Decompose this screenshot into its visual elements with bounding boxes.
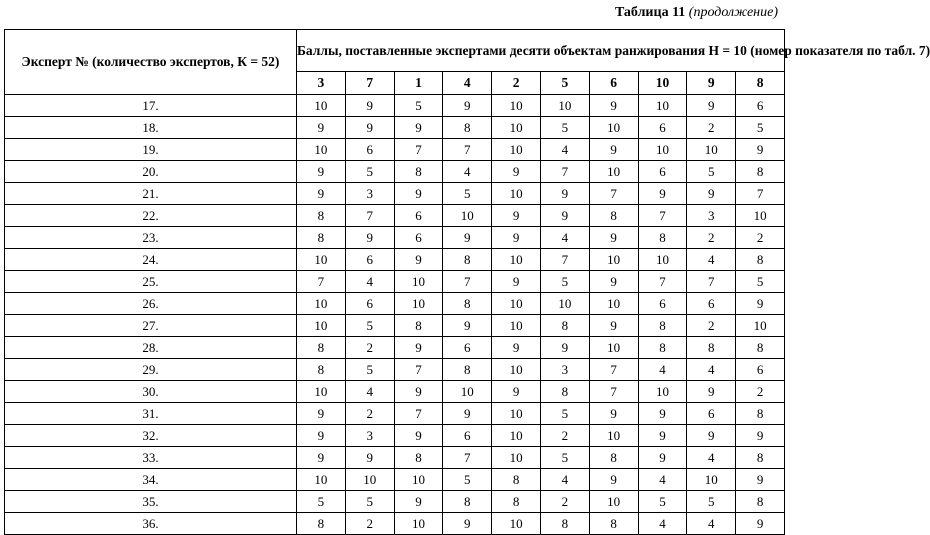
score-cell: 9 [297, 403, 346, 425]
score-cell: 9 [443, 95, 492, 117]
score-cell: 6 [638, 161, 687, 183]
table-row [5, 337, 785, 359]
score-cell: 9 [638, 183, 687, 205]
score-cell: 8 [443, 249, 492, 271]
score-cell: 3 [687, 205, 736, 227]
expert-number: 32. [5, 425, 297, 447]
score-cell: 8 [443, 117, 492, 139]
object-number-header: 6 [589, 72, 638, 95]
score-cell: 9 [492, 337, 541, 359]
score-cell: 10 [540, 293, 589, 315]
score-cell: 8 [492, 491, 541, 513]
score-cell: 2 [687, 315, 736, 337]
score-cell: 9 [687, 183, 736, 205]
score-cell: 5 [736, 117, 785, 139]
score-cell: 9 [443, 513, 492, 535]
table-number: Таблица 11 [614, 5, 686, 20]
score-cell: 7 [443, 139, 492, 161]
score-cell: 10 [394, 469, 443, 491]
score-cell: 9 [736, 139, 785, 161]
object-number-header: 4 [443, 72, 492, 95]
score-cell: 9 [540, 205, 589, 227]
score-cell: 5 [540, 447, 589, 469]
score-cell: 6 [345, 293, 394, 315]
expert-number: 27. [5, 315, 297, 337]
score-cell: 5 [297, 491, 346, 513]
table-header [5, 30, 930, 95]
score-cell: 2 [345, 513, 394, 535]
score-cell: 9 [736, 469, 785, 491]
table-row [5, 381, 785, 403]
score-cell: 9 [492, 381, 541, 403]
score-cell: 7 [589, 359, 638, 381]
expert-number: 34. [5, 469, 297, 491]
score-cell: 7 [443, 447, 492, 469]
score-cell: 7 [589, 381, 638, 403]
score-cell: 9 [492, 161, 541, 183]
score-cell: 9 [394, 117, 443, 139]
score-cell: 3 [345, 183, 394, 205]
expert-number: 26. [5, 293, 297, 315]
score-cell: 10 [589, 249, 638, 271]
score-cell: 9 [345, 447, 394, 469]
score-cell: 10 [492, 293, 541, 315]
score-cell: 7 [394, 139, 443, 161]
table-row [5, 117, 785, 139]
score-cell: 10 [638, 249, 687, 271]
score-cell: 10 [492, 315, 541, 337]
score-cell: 6 [687, 403, 736, 425]
score-cell: 9 [638, 447, 687, 469]
object-number-header: 2 [492, 72, 541, 95]
score-cell: 9 [345, 227, 394, 249]
object-number-header: 3 [297, 72, 346, 95]
score-cell: 10 [394, 293, 443, 315]
expert-number: 35. [5, 491, 297, 513]
score-cell: 4 [443, 161, 492, 183]
score-cell: 8 [736, 447, 785, 469]
score-cell: 2 [345, 403, 394, 425]
score-cell: 6 [736, 95, 785, 117]
score-cell: 4 [687, 513, 736, 535]
score-cell: 4 [638, 469, 687, 491]
score-cell: 9 [638, 403, 687, 425]
score-cell: 8 [589, 447, 638, 469]
score-cell: 9 [638, 425, 687, 447]
score-cell: 8 [638, 315, 687, 337]
score-cell: 2 [736, 381, 785, 403]
score-cell: 10 [394, 271, 443, 293]
score-cell: 5 [345, 161, 394, 183]
score-cell: 9 [687, 95, 736, 117]
table-row [5, 271, 785, 293]
score-cell: 5 [443, 469, 492, 491]
score-cell: 2 [540, 491, 589, 513]
score-cell: 10 [492, 447, 541, 469]
score-cell: 7 [540, 161, 589, 183]
header-row [5, 30, 785, 72]
score-cell: 9 [345, 117, 394, 139]
table-row [5, 227, 785, 249]
score-cell: 10 [492, 139, 541, 161]
expert-number: 22. [5, 205, 297, 227]
score-cell: 5 [345, 315, 394, 337]
score-cell: 8 [736, 403, 785, 425]
score-cell: 9 [589, 403, 638, 425]
score-cell: 9 [736, 513, 785, 535]
expert-number: 23. [5, 227, 297, 249]
score-cell: 5 [394, 95, 443, 117]
score-cell: 8 [297, 205, 346, 227]
score-cell: 6 [638, 117, 687, 139]
score-cell: 4 [540, 469, 589, 491]
score-cell: 9 [394, 183, 443, 205]
score-cell: 8 [736, 249, 785, 271]
table-row [5, 359, 785, 381]
score-cell: 9 [297, 447, 346, 469]
score-cell: 4 [540, 139, 589, 161]
score-cell: 6 [736, 359, 785, 381]
expert-scores-table [4, 29, 930, 535]
score-cell: 8 [736, 491, 785, 513]
score-cell: 8 [443, 491, 492, 513]
expert-column-header: Эксперт № (количество экспертов, К = 52) [5, 30, 297, 95]
score-cell: 6 [443, 337, 492, 359]
score-cell: 10 [492, 249, 541, 271]
score-cell: 9 [687, 381, 736, 403]
table-row [5, 425, 785, 447]
score-cell: 9 [589, 139, 638, 161]
score-cell: 9 [394, 337, 443, 359]
score-cell: 6 [345, 139, 394, 161]
score-cell: 9 [297, 425, 346, 447]
score-cell: 10 [492, 95, 541, 117]
expert-number: 31. [5, 403, 297, 425]
score-cell: 8 [589, 513, 638, 535]
object-number-header: 7 [345, 72, 394, 95]
score-cell: 7 [394, 403, 443, 425]
score-cell: 8 [394, 447, 443, 469]
expert-number: 20. [5, 161, 297, 183]
score-cell: 2 [736, 227, 785, 249]
score-cell: 9 [394, 425, 443, 447]
score-cell: 10 [492, 513, 541, 535]
score-cell: 10 [492, 403, 541, 425]
score-cell: 6 [394, 227, 443, 249]
score-cell: 8 [297, 337, 346, 359]
score-cell: 5 [687, 161, 736, 183]
score-cell: 4 [638, 359, 687, 381]
score-cell: 8 [687, 337, 736, 359]
score-cell: 3 [345, 425, 394, 447]
score-cell: 5 [345, 491, 394, 513]
expert-number: 29. [5, 359, 297, 381]
score-cell: 6 [345, 249, 394, 271]
score-cell: 9 [297, 161, 346, 183]
score-cell: 10 [589, 337, 638, 359]
score-cell: 7 [687, 271, 736, 293]
table-row [5, 491, 785, 513]
expert-number: 28. [5, 337, 297, 359]
score-cell: 9 [443, 403, 492, 425]
score-cell: 4 [687, 447, 736, 469]
table-row [5, 95, 785, 117]
object-number-header: 1 [394, 72, 443, 95]
score-cell: 9 [443, 315, 492, 337]
score-cell: 8 [394, 315, 443, 337]
expert-number: 21. [5, 183, 297, 205]
table-row [5, 315, 785, 337]
expert-number: 19. [5, 139, 297, 161]
score-cell: 10 [297, 249, 346, 271]
score-cell: 9 [540, 337, 589, 359]
score-cell: 7 [638, 205, 687, 227]
score-cell: 8 [297, 227, 346, 249]
score-cell: 5 [540, 117, 589, 139]
object-number-header: 10 [638, 72, 687, 95]
score-cell: 8 [297, 513, 346, 535]
score-cell: 8 [297, 359, 346, 381]
score-cell: 8 [736, 161, 785, 183]
score-cell: 3 [540, 359, 589, 381]
score-cell: 10 [345, 469, 394, 491]
table-row [5, 293, 785, 315]
score-cell: 6 [687, 293, 736, 315]
score-cell: 5 [638, 491, 687, 513]
score-cell: 7 [394, 359, 443, 381]
table-caption [615, 4, 778, 22]
score-cell: 10 [638, 139, 687, 161]
object-number-header: 5 [540, 72, 589, 95]
score-cell: 9 [443, 227, 492, 249]
expert-number: 36. [5, 513, 297, 535]
score-cell: 4 [345, 381, 394, 403]
score-cell: 10 [687, 469, 736, 491]
table-continuation: (продолжение) [688, 5, 778, 20]
scores-column-header: Баллы, поставленные экспертами десяти объектам ранжирования Н = 10 (номер показателя по табл. 7) [297, 30, 785, 72]
score-cell: 9 [589, 227, 638, 249]
score-cell: 9 [394, 249, 443, 271]
score-cell: 9 [492, 227, 541, 249]
score-cell: 10 [638, 381, 687, 403]
score-cell: 4 [638, 513, 687, 535]
object-number-header: 8 [736, 72, 785, 95]
score-cell: 10 [589, 425, 638, 447]
score-cell: 8 [394, 161, 443, 183]
score-cell: 8 [443, 359, 492, 381]
score-cell: 4 [345, 271, 394, 293]
score-cell: 5 [345, 359, 394, 381]
score-cell: 9 [736, 293, 785, 315]
table-row [5, 403, 785, 425]
score-cell: 10 [297, 139, 346, 161]
score-cell: 7 [345, 205, 394, 227]
expert-number: 25. [5, 271, 297, 293]
score-cell: 9 [297, 117, 346, 139]
score-cell: 10 [736, 205, 785, 227]
score-cell: 10 [394, 513, 443, 535]
score-cell: 8 [492, 469, 541, 491]
score-cell: 2 [687, 227, 736, 249]
table-row [5, 249, 785, 271]
table-row [5, 161, 785, 183]
score-cell: 10 [540, 95, 589, 117]
score-cell: 10 [638, 95, 687, 117]
score-cell: 10 [443, 205, 492, 227]
score-cell: 7 [638, 271, 687, 293]
score-cell: 10 [589, 293, 638, 315]
score-cell: 9 [540, 183, 589, 205]
score-cell: 10 [492, 183, 541, 205]
score-cell: 9 [345, 95, 394, 117]
table-row [5, 513, 785, 535]
score-cell: 8 [638, 337, 687, 359]
score-cell: 10 [589, 117, 638, 139]
score-cell: 5 [443, 183, 492, 205]
score-cell: 8 [443, 293, 492, 315]
table-row [5, 139, 785, 161]
score-cell: 10 [297, 469, 346, 491]
score-cell: 10 [297, 95, 346, 117]
score-cell: 10 [589, 161, 638, 183]
score-cell: 8 [540, 381, 589, 403]
score-cell: 9 [736, 425, 785, 447]
score-cell: 7 [540, 249, 589, 271]
score-cell: 10 [492, 117, 541, 139]
expert-number: 17. [5, 95, 297, 117]
score-cell: 7 [443, 271, 492, 293]
score-cell: 10 [297, 315, 346, 337]
score-cell: 7 [736, 183, 785, 205]
score-cell: 8 [540, 513, 589, 535]
score-cell: 10 [492, 425, 541, 447]
object-number-header: 9 [687, 72, 736, 95]
score-cell: 10 [589, 491, 638, 513]
table-body [5, 95, 785, 535]
score-cell: 9 [492, 271, 541, 293]
score-cell: 5 [736, 271, 785, 293]
score-cell: 9 [589, 95, 638, 117]
score-cell: 2 [345, 337, 394, 359]
score-cell: 9 [394, 381, 443, 403]
score-cell: 10 [492, 359, 541, 381]
score-cell: 9 [394, 491, 443, 513]
score-cell: 6 [638, 293, 687, 315]
score-cell: 9 [687, 425, 736, 447]
score-cell: 7 [297, 271, 346, 293]
score-cell: 7 [589, 183, 638, 205]
score-cell: 2 [687, 117, 736, 139]
table-row [5, 183, 785, 205]
score-cell: 10 [297, 293, 346, 315]
expert-number: 30. [5, 381, 297, 403]
score-cell: 10 [687, 139, 736, 161]
score-cell: 9 [589, 315, 638, 337]
table-row [5, 447, 785, 469]
score-cell: 4 [540, 227, 589, 249]
score-cell: 2 [540, 425, 589, 447]
score-cell: 8 [736, 337, 785, 359]
score-cell: 8 [638, 227, 687, 249]
score-cell: 4 [687, 249, 736, 271]
score-cell: 4 [687, 359, 736, 381]
score-cell: 10 [736, 315, 785, 337]
score-cell: 6 [443, 425, 492, 447]
score-cell: 9 [492, 205, 541, 227]
score-cell: 6 [394, 205, 443, 227]
expert-number: 18. [5, 117, 297, 139]
score-cell: 8 [540, 315, 589, 337]
table-row [5, 469, 785, 491]
score-cell: 8 [589, 205, 638, 227]
score-cell: 5 [687, 491, 736, 513]
expert-number: 24. [5, 249, 297, 271]
score-cell: 9 [297, 183, 346, 205]
score-cell: 5 [540, 271, 589, 293]
score-cell: 9 [589, 271, 638, 293]
score-cell: 5 [540, 403, 589, 425]
score-cell: 9 [589, 469, 638, 491]
score-cell: 10 [297, 381, 346, 403]
score-cell: 10 [443, 381, 492, 403]
expert-number: 33. [5, 447, 297, 469]
table-row [5, 205, 785, 227]
